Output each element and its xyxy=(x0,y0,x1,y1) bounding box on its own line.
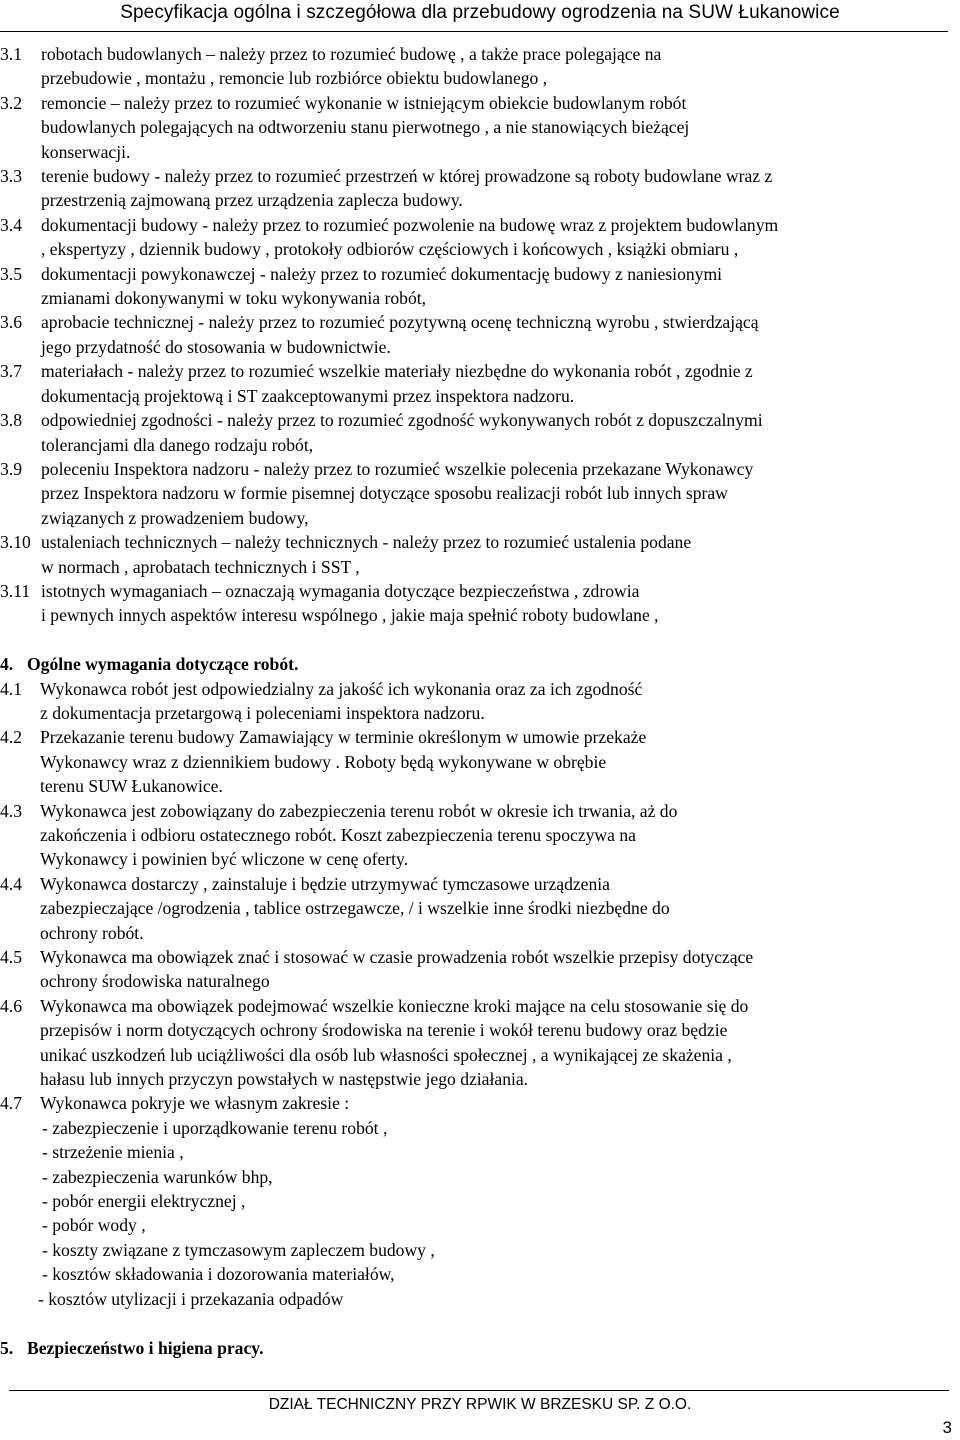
numbered-item xyxy=(0,579,952,628)
spacer xyxy=(0,1311,952,1335)
item-number: 4.4 xyxy=(0,873,22,894)
page-footer: DZIAŁ TECHNICZNY PRZY RPWIK W BRZESKU SP. Z O.O. xyxy=(268,1396,692,1413)
cost-item: - pobór energii elektrycznej , xyxy=(42,1191,246,1212)
item-line: konserwacji. xyxy=(41,141,131,162)
item-line: przestrzenią zajmowaną przez urządzenia zaplecza budowy. xyxy=(41,190,463,211)
numbered-item xyxy=(0,408,952,457)
item-line: Wykonawca ma obowiązek podejmować wszelkie konieczne kroki mające na celu stosowanie się do xyxy=(40,995,749,1016)
section-number: 4. xyxy=(0,654,14,675)
numbered-item xyxy=(0,91,952,164)
definitions-list xyxy=(0,42,952,628)
item-line: remoncie – należy przez to rozumieć wykonanie w istniejącym obiekcie budowlanym robót xyxy=(41,92,687,113)
item-number: 3.8 xyxy=(0,410,22,431)
item-line: w normach , aprobatach technicznych i SST , xyxy=(41,556,360,577)
item-number: 3.11 xyxy=(0,580,31,601)
item-line: ustaleniach technicznych – należy technicznych - należy przez to rozumieć ustalenia podane xyxy=(41,532,692,553)
section-5-heading xyxy=(0,1336,952,1360)
item-line: materiałach - należy przez to rozumieć wszelkie materiały niezbędne do wykonania robót , zgodnie z xyxy=(41,361,753,382)
page-header: Specyfikacja ogólna i szczegółowa dla przebudowy ogrodzenia na SUW Łukanowice xyxy=(120,2,840,23)
item-line: , ekspertyzy , dziennik budowy , protokoły odbiorów częściowych i końcowych , książki obmiaru , xyxy=(41,239,739,260)
item-line: poleceniu Inspektora nadzoru - należy przez to rozumieć wszelkie polecenia przekazane Wykonawcy xyxy=(41,458,754,479)
item-number: 4.7 xyxy=(0,1093,22,1114)
item-line: Wykonawca ma obowiązek znać i stosować w czasie prowadzenia robót wszelkie przepisy dotyczące xyxy=(40,947,754,968)
item-line: Wykonawca pokryje we własnym zakresie : xyxy=(40,1093,350,1114)
item-line: Wykonawcy wraz z dziennikiem budowy . Roboty będą wykonywane w obrębie xyxy=(40,751,607,772)
item-line: Wykonawcy i powinien być wliczone w cenę oferty. xyxy=(40,849,409,870)
item-number: 4.1 xyxy=(0,678,22,699)
requirements-list xyxy=(0,677,952,1116)
numbered-item xyxy=(0,457,952,530)
cost-item: - zabezpieczenie i uporządkowanie terenu robót , xyxy=(42,1117,388,1138)
item-line: jego przydatność do stosowania w budownictwie. xyxy=(41,336,391,357)
cost-item: - strzeżenie mienia , xyxy=(42,1142,184,1163)
item-line: budowlanych polegających na odtworzeniu stanu pierwotnego , a nie stanowiących bieżącej xyxy=(41,117,690,138)
header-divider xyxy=(0,31,948,32)
document-body xyxy=(0,42,952,1360)
section-title: Bezpieczeństwo i higiena pracy. xyxy=(27,1337,264,1358)
item-line: zmianami dokonywanymi w toku wykonywania robót, xyxy=(41,288,427,309)
item-line: Przekazanie terenu budowy Zamawiający w terminie określonym w umowie przekaże xyxy=(40,727,647,748)
item-line: terenu SUW Łukanowice. xyxy=(40,776,223,797)
item-number: 4.6 xyxy=(0,995,22,1016)
item-line: dokumentacją projektową i ST zaakceptowanymi przez inspektora nadzoru. xyxy=(41,385,575,406)
item-number: 3.10 xyxy=(0,532,31,553)
cost-item: - kosztów składowania i dozorowania materiałów, xyxy=(42,1264,395,1285)
numbered-item xyxy=(0,359,952,408)
item-line: aprobacie technicznej - należy przez to rozumieć pozytywną ocenę techniczną wyrobu , stwierdzającą xyxy=(41,312,759,333)
numbered-item xyxy=(0,725,952,798)
item-line: Wykonawca robót jest odpowiedzialny za jakość ich wykonania oraz za ich zgodność xyxy=(40,678,643,699)
cost-items-list xyxy=(0,1116,952,1311)
item-number: 3.6 xyxy=(0,312,22,333)
cost-item: - zabezpieczenia warunków bhp, xyxy=(42,1166,273,1187)
item-line: hałasu lub innych przyczyn powstałych w następstwie jego działania. xyxy=(40,1069,529,1090)
numbered-item xyxy=(0,677,952,726)
item-line: robotach budowlanych – należy przez to rozumieć budowę , a także prace polegające na xyxy=(41,44,662,64)
numbered-item xyxy=(0,994,952,1092)
item-line: zabezpieczające /ogrodzenia , tablice ostrzegawcze, / i wszelkie inne środki niezbędne do xyxy=(40,898,670,919)
numbered-item xyxy=(0,213,952,262)
item-line: ochrony środowiska naturalnego xyxy=(40,971,270,992)
item-number: 3.3 xyxy=(0,166,22,187)
item-number: 3.9 xyxy=(0,458,22,479)
item-line: Wykonawca jest zobowiązany do zabezpieczenia terenu robót w okresie ich trwania, aż do xyxy=(40,800,678,821)
item-line: odpowiedniej zgodności - należy przez to rozumieć zgodność wykonywanych robót z dopuszczalnymi xyxy=(41,410,763,431)
item-line: tolerancjami dla danego rodzaju robót, xyxy=(41,434,314,455)
numbered-item xyxy=(0,1091,952,1115)
item-line: i pewnych innych aspektów interesu wspólnego , jakie maja spełnić roboty budowlane , xyxy=(41,605,659,626)
item-line: przepisów i norm dotyczących ochrony środowiska na terenie i wokół terenu budowy oraz będzie xyxy=(40,1020,728,1041)
item-line: z dokumentacja przetargową i poleceniami inspektora nadzoru. xyxy=(40,702,485,723)
item-line: przebudowie , montażu , remoncie lub rozbiórce obiektu budowlanego , xyxy=(41,68,548,89)
numbered-item xyxy=(0,164,952,213)
item-number: 4.2 xyxy=(0,727,22,748)
item-line: terenie budowy - należy przez to rozumieć przestrzeń w której prowadzone są roboty budowlane wraz z xyxy=(41,166,773,187)
numbered-item xyxy=(0,872,952,945)
item-line: zakończenia i odbioru ostatecznego robót. Koszt zabezpieczenia terenu spoczywa na xyxy=(40,824,636,845)
item-number: 4.5 xyxy=(0,947,22,968)
item-number: 3.4 xyxy=(0,214,22,235)
item-number: 3.2 xyxy=(0,92,22,113)
footer-divider xyxy=(9,1390,949,1391)
numbered-item xyxy=(0,310,952,359)
item-line: przez Inspektora nadzoru w formie pisemnej dotyczące sposobu realizacji robót lub innych spraw xyxy=(41,483,728,504)
cost-item: - pobór wody , xyxy=(42,1215,146,1236)
section-title: Ogólne wymagania dotyczące robót. xyxy=(27,654,299,675)
item-line: unikać uszkodzeń lub uciążliwości dla osób lub własności społecznej , a wynikającej ze skażenia , xyxy=(40,1044,732,1065)
item-line: ochrony robót. xyxy=(40,922,144,943)
spacer xyxy=(0,628,952,652)
item-line: dokumentacji budowy - należy przez to rozumieć pozwolenie na budowę wraz z projektem budowlanym xyxy=(41,214,779,235)
numbered-item xyxy=(0,530,952,579)
section-4-heading xyxy=(0,652,952,676)
numbered-item xyxy=(0,945,952,994)
section-number: 5. xyxy=(0,1337,14,1358)
item-number: 3.5 xyxy=(0,263,22,284)
item-line: dokumentacji powykonawczej - należy przez to rozumieć dokumentację budowy z naniesionymi xyxy=(41,263,723,284)
page-number: 3 xyxy=(942,1418,952,1437)
item-line: istotnych wymaganiach – oznaczają wymagania dotyczące bezpieczeństwa , zdrowia xyxy=(41,580,640,601)
item-number: 4.3 xyxy=(0,800,22,821)
cost-item: - koszty związane z tymczasowym zapleczem budowy , xyxy=(42,1239,435,1260)
item-line: Wykonawca dostarczy , zainstaluje i będzie utrzymywać tymczasowe urządzenia xyxy=(40,873,610,894)
cost-item: - kosztów utylizacji i przekazania odpadów xyxy=(38,1288,344,1309)
numbered-item xyxy=(0,799,952,872)
item-line: związanych z prowadzeniem budowy, xyxy=(41,507,309,528)
numbered-item xyxy=(0,42,952,91)
item-number: 3.1 xyxy=(0,44,22,64)
item-number: 3.7 xyxy=(0,361,22,382)
numbered-item xyxy=(0,262,952,311)
